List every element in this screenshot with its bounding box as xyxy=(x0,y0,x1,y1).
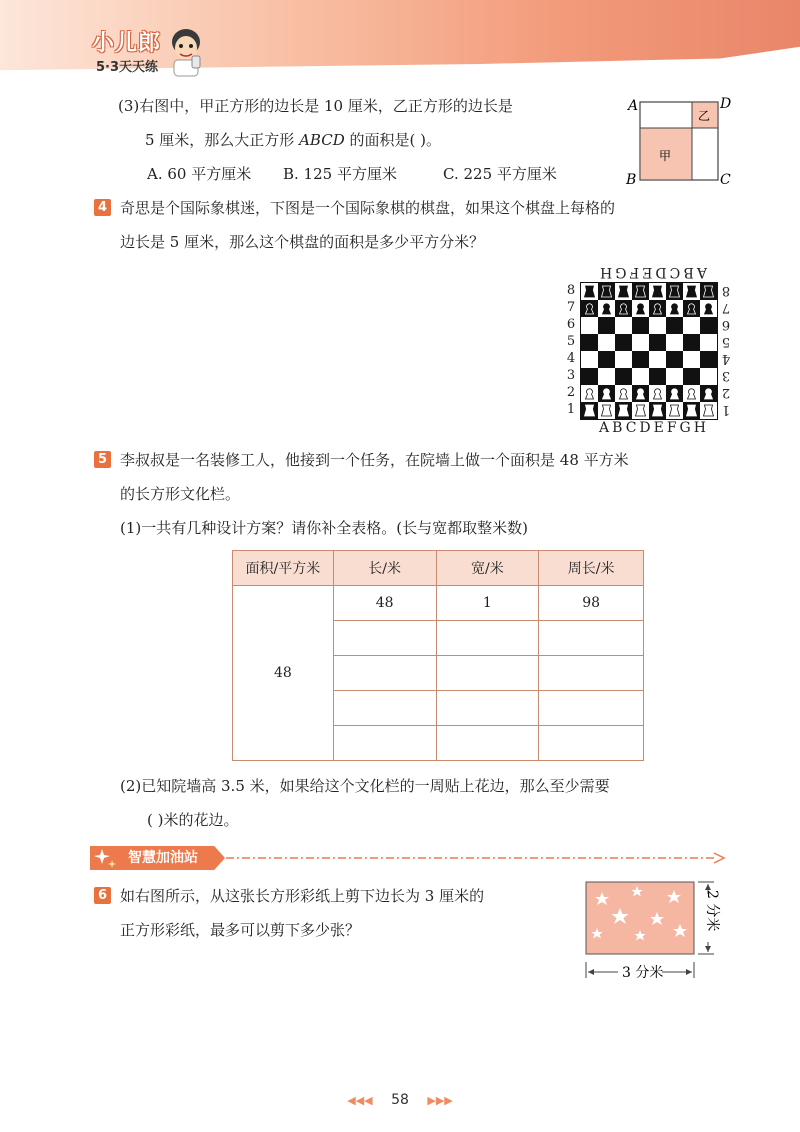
board-square xyxy=(700,334,717,351)
question-number-4: 4 xyxy=(94,199,111,216)
board-square xyxy=(581,317,598,334)
table-header-row xyxy=(233,551,644,586)
board-right-ranks xyxy=(719,282,733,418)
q5-part2-line2: ( )米的花边。 xyxy=(147,811,239,829)
design-table xyxy=(232,550,644,761)
board-square xyxy=(683,317,700,334)
black-piece-icon xyxy=(704,286,714,297)
board-square xyxy=(683,351,700,368)
board-square xyxy=(581,351,598,368)
q3-line2 xyxy=(145,130,441,150)
length-cell[interactable] xyxy=(333,656,436,691)
width-cell[interactable] xyxy=(436,656,539,691)
rank-label: 1 xyxy=(566,402,576,417)
q5-part2-line1: (2)已知院墙高 3.5 米，如果给这个文化栏的一周贴上花边，那么至少需要 xyxy=(120,777,610,795)
rank-label: 7 xyxy=(566,300,576,315)
black-piece-icon xyxy=(670,286,680,297)
corner-c: C xyxy=(720,172,731,188)
chessboard xyxy=(580,282,718,420)
q3-math-abcd: ABCD xyxy=(299,131,345,149)
sparkle-icon xyxy=(92,846,122,870)
white-piece-icon xyxy=(653,405,663,416)
board-square xyxy=(632,317,649,334)
black-piece-icon xyxy=(653,286,663,297)
board-top-labels: ABCDEFGH xyxy=(597,264,707,280)
page-number: 58 xyxy=(391,1092,409,1108)
question-number-6: 6 xyxy=(94,887,111,904)
board-square xyxy=(581,368,598,385)
rank-label: 2 xyxy=(721,385,731,400)
perimeter-cell[interactable] xyxy=(539,656,644,691)
black-piece-icon xyxy=(619,286,629,297)
board-square xyxy=(683,334,700,351)
white-piece-icon xyxy=(687,405,697,416)
width-cell[interactable] xyxy=(436,691,539,726)
length-cell: 48 xyxy=(333,586,436,621)
rank-label: 4 xyxy=(566,351,576,366)
q3-line1: (3)右图中，甲正方形的边长是 10 厘米，乙正方形的边长是 xyxy=(118,97,513,115)
board-square xyxy=(649,351,666,368)
board-square xyxy=(700,317,717,334)
q3-option-a[interactable]: A. 60 平方厘米 xyxy=(147,165,252,183)
board-square xyxy=(615,334,632,351)
white-piece-icon xyxy=(670,405,680,416)
rank-label: 4 xyxy=(721,351,731,366)
board-square xyxy=(598,351,615,368)
board-square xyxy=(700,351,717,368)
rank-label: 7 xyxy=(721,300,731,315)
q6-line1: 如右图所示，从这张长方形彩纸上剪下边长为 3 厘米的 xyxy=(120,887,485,905)
white-piece-icon xyxy=(585,405,595,416)
rank-label: 3 xyxy=(566,368,576,383)
banner-dashed-arrow xyxy=(226,852,726,864)
q5-line2: 的长方形文化栏。 xyxy=(120,485,241,503)
board-square xyxy=(615,351,632,368)
chessboard-figure xyxy=(564,264,740,438)
board-square xyxy=(632,368,649,385)
section-banner-title: 智慧加油站 xyxy=(128,850,198,866)
board-square xyxy=(632,334,649,351)
perimeter-cell: 98 xyxy=(539,586,644,621)
q4-line1: 奇思是个国际象棋迷，下图是一个国际象棋的棋盘，如果这个棋盘上每格的 xyxy=(120,199,616,217)
rank-label: 6 xyxy=(721,317,731,332)
header-area: 面积/平方米 xyxy=(233,551,334,586)
black-piece-icon xyxy=(636,286,646,297)
question-number-5: 5 xyxy=(94,451,111,468)
white-piece-icon xyxy=(704,405,714,416)
board-bottom-labels: ABCDEFGH xyxy=(599,420,709,436)
board-left-ranks xyxy=(564,282,578,418)
length-cell[interactable] xyxy=(333,621,436,656)
board-square xyxy=(649,317,666,334)
corner-d: D xyxy=(720,96,732,112)
board-square xyxy=(666,368,683,385)
header-perimeter: 周长/米 xyxy=(539,551,644,586)
width-cell: 1 xyxy=(436,586,539,621)
colored-paper-figure xyxy=(582,878,722,988)
brand-series: 5·3天天练 xyxy=(96,60,159,75)
height-label: 2 分米 xyxy=(704,890,720,932)
rank-label: 8 xyxy=(566,283,576,298)
board-square xyxy=(666,351,683,368)
header-length: 长/米 xyxy=(333,551,436,586)
board-square xyxy=(700,368,717,385)
area-cell: 48 xyxy=(233,586,334,761)
width-cell[interactable] xyxy=(436,621,539,656)
length-cell[interactable] xyxy=(333,691,436,726)
q3-option-c[interactable]: C. 225 平方厘米 xyxy=(443,165,557,183)
square-figure xyxy=(622,92,742,188)
table-row xyxy=(233,586,644,621)
rank-label: 3 xyxy=(721,368,731,383)
left-arrows-icon: ◀◀◀ xyxy=(347,1094,373,1107)
white-piece-icon xyxy=(602,405,612,416)
board-square xyxy=(666,317,683,334)
right-arrows-icon: ▶▶▶ xyxy=(427,1094,453,1107)
width-label: 3 分米 xyxy=(622,965,664,981)
rank-label: 8 xyxy=(721,283,731,298)
q3-option-b[interactable]: B. 125 平方厘米 xyxy=(283,165,397,183)
corner-b: B xyxy=(626,172,637,188)
mascot-icon xyxy=(166,26,206,78)
board-square xyxy=(598,317,615,334)
width-cell[interactable] xyxy=(436,726,539,761)
board-square xyxy=(649,368,666,385)
black-piece-icon xyxy=(602,286,612,297)
rank-label: 5 xyxy=(566,334,576,349)
white-piece-icon xyxy=(619,405,629,416)
board-square xyxy=(598,368,615,385)
board-square xyxy=(666,334,683,351)
rank-label: 6 xyxy=(566,317,576,332)
board-square xyxy=(632,351,649,368)
q4-line2: 边长是 5 厘米，那么这个棋盘的面积是多少平方分米？ xyxy=(120,233,485,251)
q3-line2-pre: 5 厘米，那么大正方形 xyxy=(145,131,300,149)
board-square xyxy=(581,334,598,351)
board-square xyxy=(615,317,632,334)
perimeter-cell[interactable] xyxy=(539,726,644,761)
q5-line1: 李叔叔是一名装修工人，他接到一个任务，在院墙上做一个面积是 48 平方米 xyxy=(120,451,629,469)
brand-name: 小儿郎 xyxy=(92,31,162,56)
q5-part1: (1)一共有几种设计方案？请你补全表格。(长与宽都取整米数) xyxy=(120,519,528,537)
q3-line2-post: 的面积是( )。 xyxy=(344,131,441,149)
perimeter-cell[interactable] xyxy=(539,691,644,726)
q6-line2: 正方形彩纸，最多可以剪下多少张？ xyxy=(120,921,361,939)
perimeter-cell[interactable] xyxy=(539,621,644,656)
corner-a: A xyxy=(628,98,639,114)
rank-label: 1 xyxy=(721,402,731,417)
black-piece-icon xyxy=(585,286,595,297)
rank-label: 2 xyxy=(566,385,576,400)
header-width: 宽/米 xyxy=(436,551,539,586)
board-square xyxy=(649,334,666,351)
board-square xyxy=(615,368,632,385)
rank-label: 5 xyxy=(721,334,731,349)
white-piece-icon xyxy=(636,405,646,416)
length-cell[interactable] xyxy=(333,726,436,761)
board-square xyxy=(683,368,700,385)
board-square xyxy=(598,334,615,351)
label-yi: 乙 xyxy=(698,109,711,123)
page-footer xyxy=(0,1092,800,1108)
black-piece-icon xyxy=(687,286,697,297)
label-jia: 甲 xyxy=(659,149,672,163)
